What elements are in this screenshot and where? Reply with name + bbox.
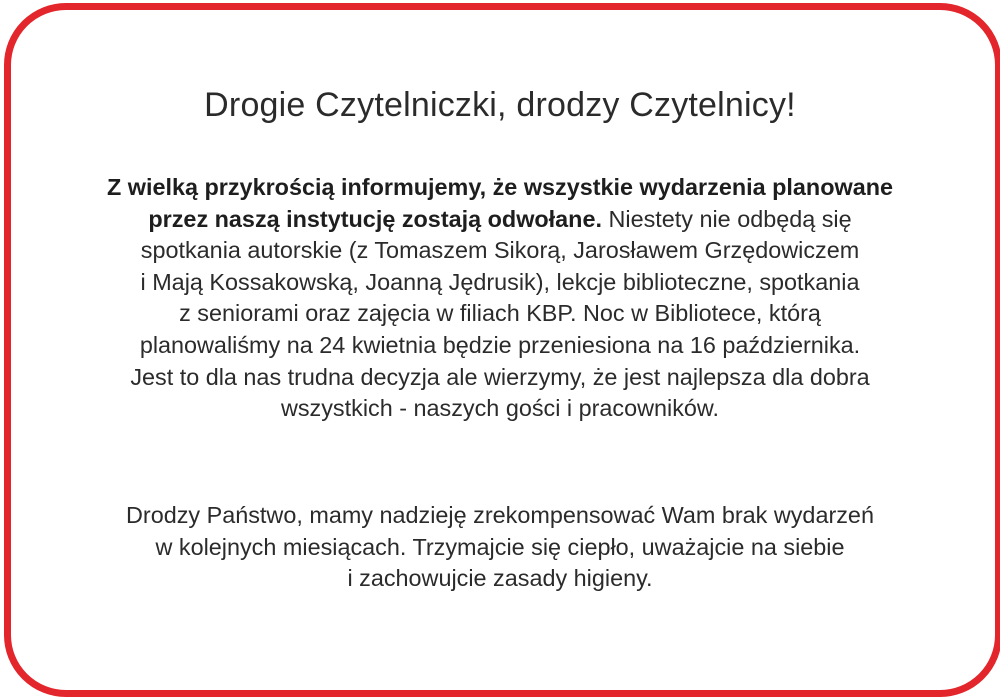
paragraph-1-line-4: i Mają Kossakowską, Joanną Jędrusik), lekcje biblioteczne, spotkania (140, 268, 860, 295)
paragraph-1-line-7: Jest to dla nas trudna decyzja ale wierzymy, że jest najlepsza dla dobra (130, 363, 870, 390)
paragraph-1-line-2-bold: przez naszą instytucję zostają odwołane. (148, 205, 602, 232)
paragraph-1-line-2-rest: Niestety nie odbędą się (601, 205, 852, 232)
paragraph-1-line-6: planowaliśmy na 24 kwietnia będzie przeniesiona na 16 października. (139, 331, 861, 358)
paragraph-2-line-1: Drodzy Państwo, mamy nadzieję zrekompensować Wam brak wydarzeń (126, 502, 874, 528)
paragraph-1-line-1: Z wielką przykrością informujemy, że wszystkie wydarzenia planowane (106, 174, 894, 200)
paragraph-2-line-3: i zachowujcie zasady higieny. (347, 565, 653, 592)
paragraph-1-line-3: spotkania autorskie (z Tomaszem Sikorą, Jarosławem Grzędowiczem (140, 237, 860, 264)
paragraph-1-line-8: wszystkich - naszych gości i pracowników. (280, 395, 720, 422)
paragraph-1-line-2 (50, 204, 950, 236)
notice-paragraph-2 (50, 500, 950, 595)
notice-paragraph-1 (50, 172, 950, 425)
paragraph-2-line-2: w kolejnych miesiącach. Trzymajcie się ciepło, uważajcie na siebie (155, 533, 845, 560)
paragraph-1-line-5: z seniorami oraz zajęcia w filiach KBP. Noc w Bibliotece, którą (179, 300, 821, 327)
notice-heading: Drogie Czytelniczki, drodzy Czytelnicy! (204, 86, 796, 124)
